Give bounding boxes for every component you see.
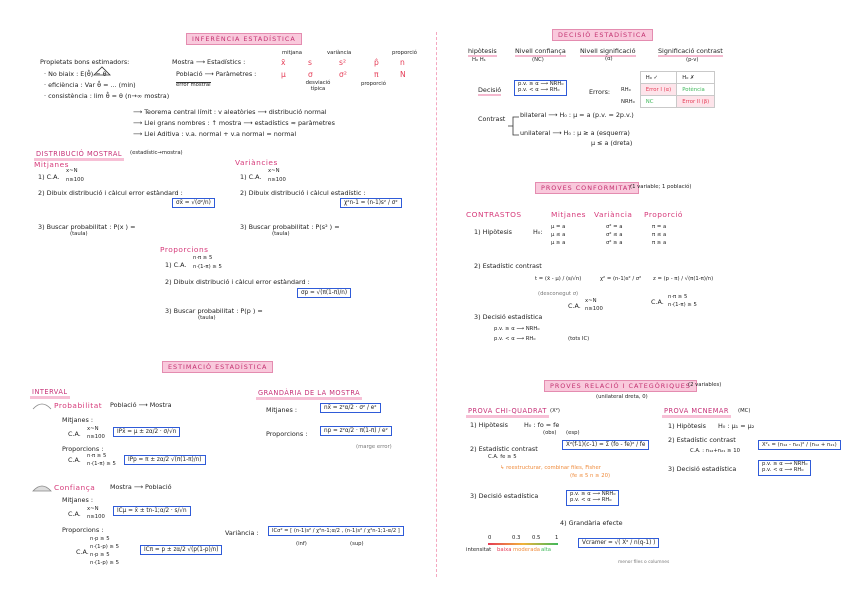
conf-ca-m-2: n≥100 [585,306,603,312]
variancies-heading: Variàncies [235,158,278,167]
conf-hip-p-3: π ≥ a [652,240,667,246]
v-cond-2: n≥100 [268,177,286,183]
grandaria-efecte-label: 4) Grandària efecte [560,519,623,527]
gm-proporcio-formula: np = z²α/2 · π(1-π) / e² [320,426,392,436]
chi-reset-cond: (fe ≤ 5 n ≥ 20) [570,473,611,479]
m-step1: 1) C.A. [38,173,60,181]
poblacio-sym-sigma2: σ² [339,70,347,79]
chi-dec-box [566,490,619,506]
ip-mitjana-formula: IPx̄ = μ ± zα/2 · σ/√n [113,427,180,437]
mc-dec-line-1: p.v. ≥ α ⟶ NRH₀ [762,461,808,467]
conf-ca-m: C.A. [568,302,581,310]
err-col-h0-true: H₀ ✓ [640,72,676,84]
conf-prop-cond-3: n·p ≥ 5 [90,552,110,558]
intensitat-moderada: moderada [513,547,541,553]
mostra-sym-n: n [400,58,405,67]
decisio-label: Decisió [478,87,501,96]
confianca-flow: Mostra ⟶ Població [110,483,172,491]
gm-note: (marge error) [356,444,392,450]
proporcions-heading: Proporcions [160,245,209,254]
v-chi-formula: χ²n-1 = (n-1)s² / σ² [340,198,402,208]
conf-hip-m-3: μ ≥ a [551,240,566,246]
conf-mitj-cond-1: x~N [87,506,99,512]
bell-curve-shaded-icon [32,484,52,492]
conf-dec-label: 3) Decisió estadística [474,313,543,321]
nivell-confianca-label: Nivell confiança [515,48,566,57]
mc-hip-label: 1) Hipòtesis [668,422,707,430]
conf-mitjanes-heading: Mitjanes [551,210,586,219]
relacio-note: (2 variables) [688,382,722,388]
hipotesis-syms: H₀ H₁ [472,57,486,63]
contrast-unilateral-2: μ ≤ a (dreta) [591,139,633,147]
eficiencia-text: · eficiència : Var θ̂ = ... (min) [44,81,136,89]
conf-mitjanes-label: Mitjanes : [62,496,93,504]
p-step1: 1) C.A. [165,261,187,269]
mcnemar-title: PROVA MCNEMAR [662,407,731,418]
poblacio-row-label: Població ⟶ Paràmetres : [176,70,257,78]
mc-dec-line-2: p.v. < α ⟶ RH₀ [762,466,804,473]
biaix-text: · No biaix : E(θ̂) = θ [44,70,107,78]
conf-ca-p-1: n·π ≥ 5 [668,294,688,300]
conf-ca-p-2: n·(1-π) ≥ 5 [668,302,697,308]
contrast-bilateral: bilateral ⟶ H₀ : μ = a (p.v. = 2p.v.) [520,111,634,119]
est-mitj-cond-2: n≥100 [87,434,105,440]
errors-label: Errors: [589,88,611,96]
gm-mitjanes-label: Mitjanes : [266,406,297,414]
conf-hip-v-2: σ² ≤ a [606,232,623,238]
chi-est-label: 2) Estadístic contrast [470,445,538,453]
p-step3: 3) Buscar probabilitat : P(p ) = [165,307,263,315]
mitjanes-heading: Mitjanes [34,160,69,169]
conformitat-title: PROVES CONFORMITAT [535,182,639,194]
est-prop-cond-1: n·π ≥ 5 [87,453,107,459]
hipotesis-label: hipòtesis [468,48,497,57]
est-ca-2: C.A. [68,456,81,464]
conf-hip-v-3: σ² ≥ a [606,240,623,246]
m-step3-note: (taula) [70,231,88,237]
col-header-mitjana: mitjana [282,50,303,56]
est-prop-cond-2: n·(1-π) ≥ 5 [87,461,116,467]
ip-proporcio-formula: IPp = π ± zα/2 √(π(1-π)/n) [124,455,206,465]
mostra-sym-s2: s² [339,58,347,67]
chi-hip-label: 1) Hipòtesis [470,421,509,429]
conf-hip-h0: H₀: [533,228,543,236]
v-step3: 3) Buscar probabilitat : P(s² ) = [240,223,340,231]
p-cond-1: n·π ≥ 5 [193,255,213,261]
conf-prop-cond-4: n·(1-p) ≥ 5 [90,560,119,566]
chi-dec-line-1: p.v. ≥ α ⟶ NRH₀ [570,491,616,497]
conf-hip-label: 1) Hipòtesis [474,228,513,236]
mc-formula: X²₁ = (n₁₂ - n₂₁)² / (n₁₂ + n₂₁) [758,440,841,450]
estimacio-title: ESTIMACIÓ ESTADÍSTICA [162,361,273,373]
conf-f-mitjana: t = (x̄ - μ) / (s/√n) [535,276,582,282]
mc-ca: C.A. : n₁₂+n₂₁ ≥ 10 [690,448,740,454]
est-proporcions-label: Proporcions : [62,445,104,453]
conf-f-variancia: χ² = (n-1)s² / σ² [600,276,642,282]
conf-ca-2: C.A. [76,548,89,556]
page-divider [436,32,437,577]
contrastos-heading: CONTRASTOS [466,210,522,219]
desviacio-label: desviació típica [305,80,331,92]
chi-abbr: (X²) [550,408,560,414]
llei-grans-nombres: ⟶ Llei grans nombres : ↑ mostra ⟶ estadístics ≈ paràmetres [133,119,335,127]
estimators-label: Propietats bons estimadors: [40,58,130,66]
mostra-sym-mean: x̄ [281,58,286,67]
conf-proporcions-label: Proporcions : [62,526,104,534]
nc-abbr: (NC) [532,57,544,63]
chi-hip-text: H₀ : fo = fe [524,421,560,429]
conf-f-mitjana-note: (desconegut σ) [538,291,579,297]
conf-prop-cond-2: n·(1-p) ≥ 5 [90,544,119,550]
poblacio-note: error mostral [176,82,211,88]
conf-variancia-heading: Variància [594,210,633,219]
conf-prop-cond-1: n·p ≥ 5 [90,536,110,542]
conf-ca-1: C.A. [68,510,81,518]
distribucio-title: DISTRIBUCIÓ MOSTRAL [34,150,124,161]
conformitat-note: (1 variable; 1 població) [630,184,692,190]
effect-scale-bar [488,543,558,545]
decisio-line-r: p.v. < α ⟶ RH₀ [518,86,560,93]
contrast-bracket [506,115,520,137]
chi-formula: X²(f-1)(c-1) = Σ (fo - fe)² / fe [562,440,649,450]
cramer-foot: menor files o columnes [618,560,670,565]
p-std-error-formula: σp = √(π(1-π)/n) [297,288,351,298]
v-step2: 2) Dibuix distribució i càlcul estadístic : [240,189,366,197]
mostra-row-label: Mostra ⟶ Estadístics : [172,58,246,66]
decisio-box [514,80,567,96]
ic-mitjana-formula: ICμ = x̄ ± tn-1;α/2 · s/√n [113,506,191,516]
nivell-significacio-label: Nivell significació [580,48,636,57]
chi-title: PROVA CHI-QUADRAT [466,407,549,418]
mcnemar-abbr: (MC) [738,408,751,414]
err-type2: Error II (β) [677,96,715,108]
consistencia-text: · consistència : lim θ̂ = θ (n→∞ mostra) [44,92,170,100]
scale-tick-0: 0 [488,535,492,541]
var-note-inf: (inf) [296,541,307,547]
mc-est-label: 2) Estadístic contrast [668,436,736,444]
grandaria-title: GRANDÀRIA DE LA MOSTRA [256,389,362,400]
conf-hip-p-2: π ≤ a [652,232,667,238]
variancia-label: Variància : [225,529,259,537]
llei-aditiva: ⟶ Llei Aditiva : v.a. normal + v.a normal = normal [133,130,297,138]
mostra-sym-s: s [308,58,312,67]
conf-hip-m-1: μ = a [551,224,566,230]
err-col-h0-false: H₀ ✗ [677,72,715,84]
col-header-proporcio: proporció [392,50,417,56]
gm-mitjana-formula: nx̄ = z²α/2 · σ² / e² [320,403,381,413]
interval-heading: INTERVAL [30,388,70,399]
err-row-rh0: RH₀ [621,86,631,93]
confianca-heading: Confiança [54,483,96,492]
chi-dec-label: 3) Decisió estadística [470,492,539,500]
alpha-abbr: (α) [605,56,613,62]
mc-dec-box [758,460,811,476]
poblacio-sym-sigma: σ [308,70,313,79]
intensitat-baixa: baixa [497,547,512,553]
contrast-label: Contrast [478,115,506,123]
relacio-subnote: (unilateral dreta, 0) [596,394,648,400]
p-cond-2: n·(1-π) ≥ 5 [193,264,222,270]
err-type1: Error I (α) [640,84,676,96]
m-step2: 2) Dibuix distribució i càlcul error estàndard : [38,189,183,197]
gm-proporcions-label: Proporcions : [266,430,308,438]
mc-dec-label: 3) Decisió estadística [668,465,737,473]
conf-estad-label: 2) Estadístic contrast [474,262,542,270]
m-cond-1: x~N [66,168,78,174]
balance-icon [92,66,112,76]
poblacio-sym-mu: μ [281,70,286,79]
conf-hip-v-1: σ² = a [606,224,623,230]
est-mitj-cond-1: x~N [87,426,99,432]
var-note-sup: (sup) [350,541,364,547]
v-cond-1: x~N [268,168,280,174]
conf-dec-note: (tots IC) [568,336,590,342]
m-cond-2: n≥100 [66,177,84,183]
relacio-title: PROVES RELACIÓ I CATEGÒRIQUES [544,380,697,392]
p-step3-note: (taula) [198,315,216,321]
proporcio-label: proporció [361,81,386,87]
conf-f-proporcio: z = (p - π) / √(π(1-π)/n) [653,276,714,282]
intensitat-label: intensitat [466,547,492,553]
conf-proporcio-heading: Proporció [644,210,683,219]
err-row-nrh0: NRH₀ [621,98,635,105]
m-step3: 3) Buscar probabilitat : P(x ) = [38,223,136,231]
inferencia-title: INFERÈNCIA ESTADÍSTICA [186,33,302,45]
probabilitat-flow: Població ⟶ Mostra [110,401,172,409]
decisio-title: DECISIÓ ESTADÍSTICA [552,29,653,41]
conf-hip-p-1: π = a [652,224,667,230]
v-step3-note: (taula) [272,231,290,237]
mostra-sym-p: p̂ [374,58,379,67]
significacio-contrast-label: Significació contrast [658,48,723,57]
scale-tick-1: 1 [555,535,559,541]
chi-ca: C.A. fe ≥ 5 [488,454,517,460]
decisio-line-nr: p.v. ≥ α ⟶ NRH₀ [518,81,564,87]
est-ca-1: C.A. [68,430,81,438]
m-std-error-formula: σx̄ = √(σ²/n) [172,198,215,208]
scale-tick-03: 0.3 [512,535,521,541]
conf-mitj-cond-2: n≥100 [87,514,105,520]
distribucio-note: (estadístic→mostra) [130,150,183,156]
errors-table [616,71,715,108]
ic-variancia-formula: ICσ² = [ (n-1)s² / χ²n-1;α/2 , (n-1)s² / χ²n-1;1-α/2 ] [268,526,404,536]
chi-hip-esp: (esp) [566,430,580,436]
chi-reset-note: ↳ reestructurar, combinar files, Fisher [500,465,601,471]
conf-ca-m-1: x~N [585,298,597,304]
probabilitat-heading: Probabilitat [54,401,103,410]
conf-ca-p: C.A. [651,298,664,306]
intensitat-alta: alta [541,547,552,553]
teorema-central: ⟶ Teorema central límit : v aleatòries ⟶ distribució normal [133,108,327,116]
chi-dec-line-2: p.v. < α ⟶ RH₀ [570,496,612,503]
conf-dec-line-2: p.v. < α ⟶ RH₀ [494,336,536,342]
err-nc: NC [640,96,676,108]
v-step1: 1) C.A. [240,173,262,181]
contrast-unilateral: unilateral ⟶ H₀ : μ ≥ a (esquerra) [520,129,630,137]
cramer-formula: Vcramer = √( X² / n(q-1) ) [578,538,659,548]
chi-hip-obs: (obs) [543,430,557,436]
scale-tick-05: 0.5 [532,535,541,541]
col-header-variancia: variància [327,50,352,56]
poblacio-sym-pi: π [374,70,379,79]
poblacio-sym-N: N [400,70,406,79]
est-mitjanes-label: Mitjanes : [62,416,93,424]
pv-abbr: (p-v) [686,57,699,63]
mc-hip-text: H₀ : μ₁ = μ₂ [718,422,755,430]
conf-hip-m-2: μ ≤ a [551,232,566,238]
ic-proporcio-formula: ICπ = p ± zα/2 √(p(1-p)/n) [140,545,222,555]
p-step2: 2) Dibuix distribució i càlcul error estàndard : [165,278,310,286]
bell-curve-icon [32,402,52,410]
conf-dec-line-1: p.v. ≥ α ⟶ NRH₀ [494,326,540,332]
err-potencia: Potència [677,84,715,96]
